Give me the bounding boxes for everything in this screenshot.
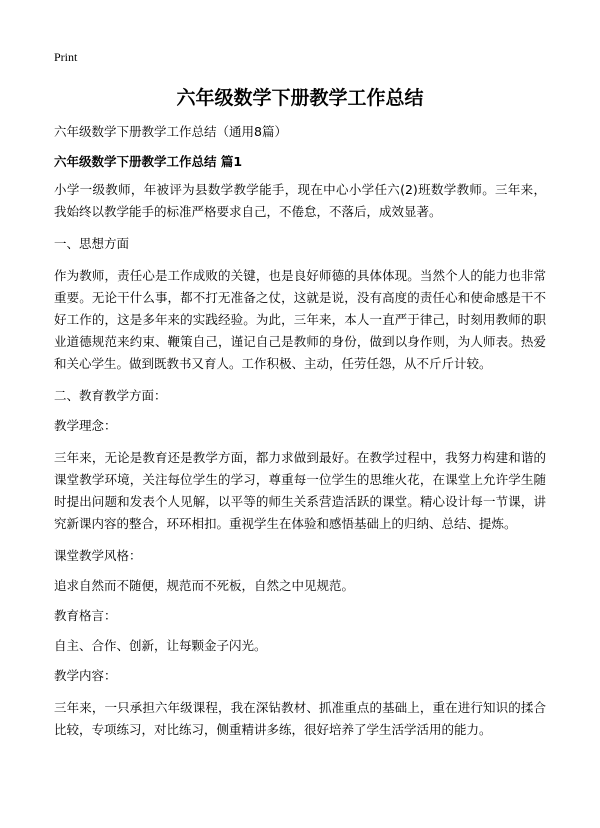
paragraph-teaching-philosophy: 三年来，无论是教育还是教学方面，都力求做到最好。在教学过程中，我努力构建和谐的课堂教学环境，关注每位学生的学习，尊重每一位学生的思维火花，在课堂上允许学生随时提出问题和发表个人见解，以平等的师生关系营造活跃的课堂。精心设计每一节课，讲究新课内容的整合，环环相扣。重视学生在体验和感悟基础上的归纳、总结、提炼。 — [54, 450, 546, 531]
print-link[interactable]: Print — [54, 50, 78, 64]
label-motto: 教育格言： — [54, 608, 117, 623]
label-classroom-style: 课堂教学风格： — [54, 548, 142, 563]
label-teaching-content: 教学内容： — [54, 668, 117, 683]
section-heading: 六年级数学下册教学工作总结 篇1 — [54, 154, 243, 169]
text-classroom-style: 追求自然而不随便，规范而不死板，自然之中见规范。 — [54, 578, 355, 593]
text-motto: 自主、合作、创新，让每颗金子闪光。 — [54, 638, 267, 653]
paragraph-ideology: 作为教师，责任心是工作成败的关键，也是良好师德的具体体现。当然个人的能力也非常重要。无论干什么事，都不打无准备之仗，这就是说，没有高度的责任心和使命感是干不好工作的，这是多年来的实践经验。为此，三年来，本人一直严于律己，时刻用教师的职业道德规范来约束、鞭策自己，谨记自己是教师的身份，做到以身作则，为人师表。热爱和关心学生。做到既教书又育人。工作积极、主动，任劳任怨，从不斤斤计较。 — [54, 268, 546, 371]
document-subtitle: 六年级数学下册教学工作总结（通用8篇） — [54, 124, 287, 139]
paragraph-intro: 小学一级教师，年被评为县数学教学能手，现在中心小学任六(2)班数学教师。三年来，我始终以教学能手的标准严格要求自己，不倦怠，不落后，成效显著。 — [54, 182, 546, 219]
label-teaching-philosophy: 教学理念： — [54, 418, 117, 433]
heading-teaching: 二、教育教学方面： — [54, 388, 167, 403]
document-title: 六年级数学下册教学工作总结 — [176, 87, 424, 109]
paragraph-teaching-content: 三年来，一只承担六年级课程，我在深钻教材、抓准重点的基础上，重在进行知识的揉合比较，专项练习，对比练习，侧重精讲多练，很好培养了学生活学活用的能力。 — [54, 700, 546, 737]
heading-ideology: 一、思想方面 — [54, 236, 130, 251]
